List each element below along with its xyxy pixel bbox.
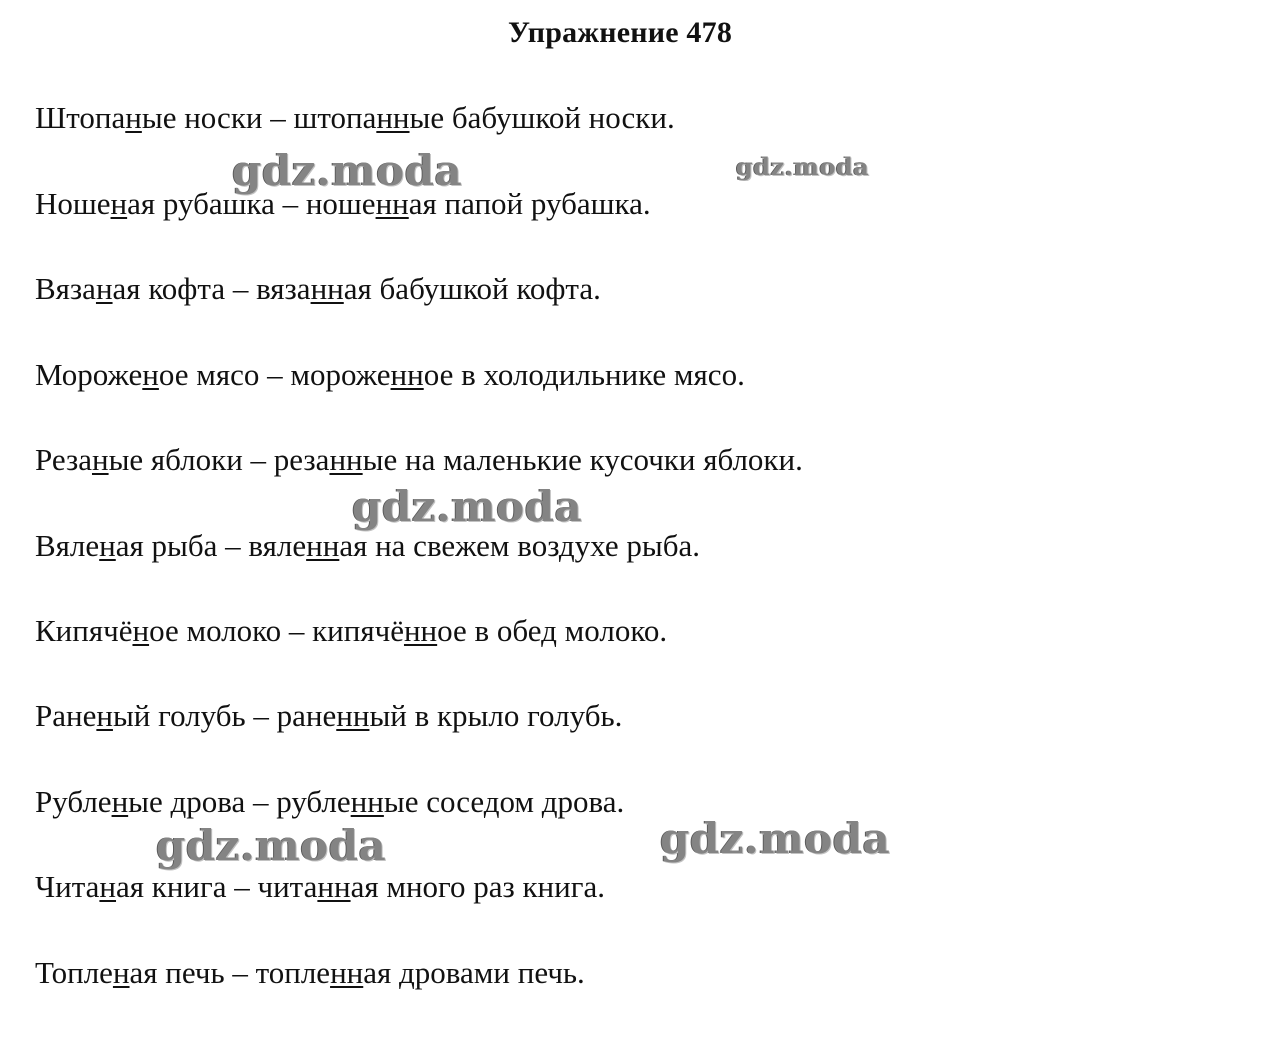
sentence-line bbox=[35, 613, 667, 649]
text-part: ые бабушкой носки. bbox=[409, 100, 675, 135]
exercise-title: Упражнение 478 bbox=[507, 16, 733, 49]
text-part: ая много раз книга. bbox=[350, 869, 605, 904]
text-part: ое в холодильнике мясо. bbox=[423, 357, 745, 392]
text-part: ая на свежем воздухе рыба. bbox=[339, 528, 701, 563]
text-part: ые на маленькие кусочки яблоки. bbox=[362, 442, 803, 477]
underlined-letters: нн bbox=[310, 271, 344, 306]
text-part: Ноше bbox=[35, 186, 111, 221]
underlined-letter: н bbox=[91, 442, 109, 477]
underlined-letter: н bbox=[112, 955, 130, 990]
underlined-letter: н bbox=[95, 271, 113, 306]
underlined-letters: нн bbox=[329, 442, 363, 477]
text-part: Штопа bbox=[35, 100, 126, 135]
sentence-line bbox=[35, 784, 624, 820]
text-part: ая печь – топле bbox=[129, 955, 331, 990]
sentence-line bbox=[35, 100, 675, 136]
watermark: gdz.moda bbox=[736, 152, 870, 181]
text-part: ые носки – штопа bbox=[141, 100, 377, 135]
sentence-line bbox=[35, 357, 745, 393]
text-part: Топле bbox=[35, 955, 113, 990]
text-part: ая дровами печь. bbox=[363, 955, 585, 990]
sentence-line bbox=[35, 442, 803, 478]
text-part: ая бабушкой кофта. bbox=[343, 271, 601, 306]
text-part: ые дрова – рубле bbox=[128, 784, 351, 819]
text-part: Мороже bbox=[35, 357, 143, 392]
underlined-letters: нн bbox=[376, 100, 410, 135]
sentence-line bbox=[35, 955, 585, 991]
underlined-letter: н bbox=[111, 784, 129, 819]
text-part: ое молоко – кипячё bbox=[149, 613, 404, 648]
text-part: ое мясо – мороже bbox=[158, 357, 391, 392]
text-part: Кипячё bbox=[35, 613, 133, 648]
text-part: ая папой рубашка. bbox=[408, 186, 651, 221]
text-part: Чита bbox=[35, 869, 100, 904]
underlined-letters: нн bbox=[375, 186, 409, 221]
text-part: ый голубь – ране bbox=[112, 698, 337, 733]
text-part: ый в крыло голубь. bbox=[369, 698, 623, 733]
underlined-letter: н bbox=[132, 613, 150, 648]
underlined-letter: н bbox=[96, 698, 113, 733]
watermark: gdz.moda bbox=[156, 821, 387, 870]
text-part: ые соседом дрова. bbox=[383, 784, 625, 819]
sentence-line bbox=[35, 869, 605, 905]
underlined-letters: нн bbox=[317, 869, 351, 904]
underlined-letter: н bbox=[110, 186, 128, 221]
watermark: gdz.moda bbox=[660, 814, 891, 863]
underlined-letters: нн bbox=[403, 613, 438, 648]
text-part: ая книга – чита bbox=[116, 869, 318, 904]
text-part: Ране bbox=[35, 698, 97, 733]
text-part: Реза bbox=[35, 442, 92, 477]
sentence-line bbox=[35, 528, 700, 564]
underlined-letter: н bbox=[99, 869, 117, 904]
sentence-line bbox=[35, 271, 601, 307]
underlined-letters: нн bbox=[390, 357, 424, 392]
text-part: ое в обед молоко. bbox=[437, 613, 668, 648]
text-part: ая рыба – вяле bbox=[115, 528, 307, 563]
watermark: gdz.moda bbox=[352, 482, 583, 531]
underlined-letters: нн bbox=[336, 698, 370, 733]
underlined-letters: нн bbox=[306, 528, 340, 563]
underlined-letters: нн bbox=[350, 784, 384, 819]
text-part: ая рубашка – ноше bbox=[127, 186, 376, 221]
sentence-line bbox=[35, 698, 622, 734]
text-part: Вяза bbox=[35, 271, 96, 306]
text-part: Вяле bbox=[35, 528, 100, 563]
underlined-letter: н bbox=[125, 100, 142, 135]
watermark: gdz.moda bbox=[232, 146, 463, 195]
underlined-letters: нн bbox=[330, 955, 364, 990]
underlined-letter: н bbox=[142, 357, 159, 392]
underlined-letter: н bbox=[99, 528, 116, 563]
text-part: ая кофта – вяза bbox=[112, 271, 311, 306]
text-part: Рубле bbox=[35, 784, 112, 819]
text-part: ые яблоки – реза bbox=[108, 442, 330, 477]
